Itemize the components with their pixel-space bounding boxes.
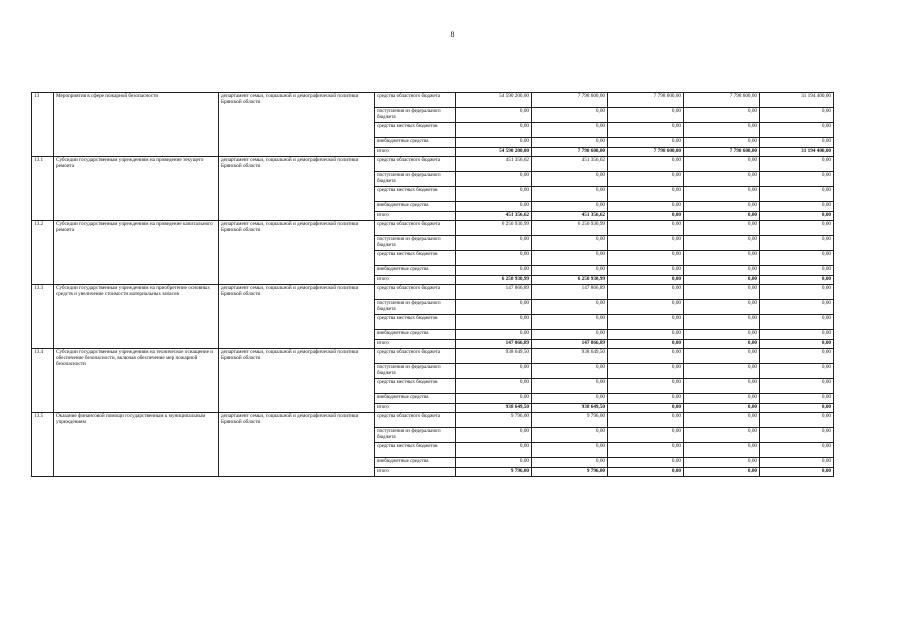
amount-cell: 0,00 [684, 314, 760, 329]
amount-cell: 0,00 [532, 363, 608, 378]
amount-cell: 0,00 [608, 393, 684, 403]
amount-cell: 0,00 [684, 378, 760, 393]
amount-cell: 0,00 [684, 220, 760, 235]
measure-name: Субсидии государственным учреждениям на проведение текущего ремонта [54, 156, 219, 220]
amount-cell: 6 250 930,99 [532, 275, 608, 284]
funding-source: внебюджетные средства [375, 138, 456, 148]
amount-cell: 0,00 [684, 284, 760, 299]
amount-cell: 0,00 [760, 442, 834, 457]
measure-name: Мероприятия в сфере пожарной безопасности [54, 93, 219, 157]
amount-cell: 0,00 [532, 329, 608, 339]
amount-cell: 6 250 930,99 [456, 275, 532, 284]
amount-cell: 147 866,89 [532, 284, 608, 299]
amount-cell: 0,00 [684, 108, 760, 123]
amount-cell: 451 356,62 [456, 211, 532, 220]
amount-cell: 0,00 [760, 427, 834, 442]
amount-cell: 0,00 [684, 329, 760, 339]
funding-source: средства областного бюджета [375, 284, 456, 299]
amount-cell: 0,00 [532, 265, 608, 275]
amount-cell: 0,00 [760, 378, 834, 393]
amount-cell: 0,00 [608, 442, 684, 457]
page-number: 8 [450, 30, 455, 39]
amount-cell: 0,00 [456, 138, 532, 148]
funding-source: средства местных бюджетов [375, 442, 456, 457]
funding-source: итого [375, 275, 456, 284]
amount-cell: 0,00 [608, 457, 684, 467]
amount-cell: 0,00 [684, 363, 760, 378]
amount-cell: 54 590 200,00 [456, 93, 532, 108]
amount-cell: 0,00 [608, 339, 684, 348]
amount-cell: 7 798 600,00 [532, 148, 608, 157]
amount-cell: 0,00 [456, 186, 532, 201]
amount-cell: 0,00 [456, 201, 532, 211]
amount-cell: 0,00 [684, 427, 760, 442]
funding-source: средства местных бюджетов [375, 314, 456, 329]
funding-source: итого [375, 148, 456, 157]
amount-cell: 0,00 [532, 427, 608, 442]
amount-cell: 0,00 [608, 156, 684, 171]
amount-cell: 147 866,89 [456, 339, 532, 348]
amount-cell: 147 866,89 [456, 284, 532, 299]
funding-source: итого [375, 403, 456, 412]
amount-cell: 54 590 200,00 [456, 148, 532, 157]
amount-cell: 0,00 [684, 393, 760, 403]
amount-cell: 0,00 [760, 363, 834, 378]
amount-cell: 451 356,62 [456, 156, 532, 171]
item-number: 13.5 [32, 412, 54, 476]
amount-cell: 6 250 930,99 [532, 220, 608, 235]
amount-cell: 0,00 [760, 171, 834, 186]
funding-source: итого [375, 339, 456, 348]
amount-cell: 0,00 [684, 457, 760, 467]
table-row [32, 284, 834, 299]
amount-cell: 0,00 [456, 442, 532, 457]
amount-cell: 7 798 600,00 [608, 93, 684, 108]
amount-cell: 0,00 [532, 186, 608, 201]
amount-cell: 0,00 [532, 138, 608, 148]
amount-cell: 7 798 600,00 [608, 148, 684, 157]
amount-cell: 0,00 [760, 393, 834, 403]
amount-cell: 938 649,50 [532, 348, 608, 363]
amount-cell: 0,00 [456, 427, 532, 442]
amount-cell: 0,00 [684, 275, 760, 284]
amount-cell: 0,00 [608, 123, 684, 138]
amount-cell: 0,00 [456, 250, 532, 265]
item-number: 13.4 [32, 348, 54, 412]
amount-cell: 0,00 [760, 156, 834, 171]
amount-cell: 0,00 [456, 123, 532, 138]
funding-source: средства областного бюджета [375, 93, 456, 108]
amount-cell: 0,00 [684, 403, 760, 412]
amount-cell: 7 798 600,00 [684, 148, 760, 157]
amount-cell: 0,00 [456, 393, 532, 403]
funding-source: поступления из федерального бюджета [375, 299, 456, 314]
executor: департамент семьи, социальной и демографической политики Брянской области [219, 220, 375, 284]
amount-cell: 0,00 [608, 467, 684, 476]
amount-cell: 0,00 [532, 108, 608, 123]
amount-cell: 6 250 930,99 [456, 220, 532, 235]
amount-cell: 0,00 [684, 138, 760, 148]
item-number: 13.2 [32, 220, 54, 284]
amount-cell: 0,00 [608, 138, 684, 148]
funding-source: внебюджетные средства [375, 393, 456, 403]
amount-cell: 0,00 [456, 314, 532, 329]
amount-cell: 451 356,62 [532, 156, 608, 171]
amount-cell: 31 194 400,00 [760, 93, 834, 108]
funding-source: итого [375, 211, 456, 220]
amount-cell: 0,00 [456, 108, 532, 123]
amount-cell: 0,00 [532, 299, 608, 314]
amount-cell: 0,00 [760, 138, 834, 148]
table-row [32, 348, 834, 363]
amount-cell: 0,00 [456, 171, 532, 186]
amount-cell: 0,00 [760, 211, 834, 220]
funding-source: внебюджетные средства [375, 329, 456, 339]
amount-cell: 0,00 [760, 220, 834, 235]
amount-cell: 0,00 [760, 235, 834, 250]
amount-cell: 0,00 [684, 250, 760, 265]
amount-cell: 0,00 [608, 329, 684, 339]
executor: департамент семьи, социальной и демографической политики Брянской области [219, 93, 375, 157]
amount-cell: 0,00 [760, 403, 834, 412]
amount-cell: 0,00 [760, 299, 834, 314]
amount-cell: 7 798 600,00 [684, 93, 760, 108]
amount-cell: 0,00 [760, 275, 834, 284]
amount-cell: 0,00 [608, 220, 684, 235]
amount-cell: 0,00 [608, 427, 684, 442]
amount-cell: 0,00 [608, 363, 684, 378]
amount-cell: 9 796,00 [456, 412, 532, 427]
amount-cell: 0,00 [684, 265, 760, 275]
funding-source: средства местных бюджетов [375, 186, 456, 201]
amount-cell: 0,00 [608, 348, 684, 363]
amount-cell: 0,00 [608, 211, 684, 220]
funding-source: поступления из федерального бюджета [375, 235, 456, 250]
amount-cell: 0,00 [532, 457, 608, 467]
amount-cell: 0,00 [684, 201, 760, 211]
amount-cell: 0,00 [456, 457, 532, 467]
table-row [32, 220, 834, 235]
amount-cell: 0,00 [532, 171, 608, 186]
amount-cell: 0,00 [760, 412, 834, 427]
item-number: 13.1 [32, 156, 54, 220]
amount-cell: 0,00 [684, 348, 760, 363]
amount-cell: 0,00 [532, 201, 608, 211]
amount-cell: 0,00 [456, 363, 532, 378]
amount-cell: 9 796,00 [456, 467, 532, 476]
amount-cell: 0,00 [608, 108, 684, 123]
amount-cell: 9 796,00 [532, 412, 608, 427]
program-funding-table [31, 92, 834, 477]
funding-source: внебюджетные средства [375, 201, 456, 211]
amount-cell: 0,00 [760, 123, 834, 138]
amount-cell: 0,00 [456, 299, 532, 314]
executor: департамент семьи, социальной и демографической политики Брянской области [219, 156, 375, 220]
executor: департамент семьи, социальной и демографической политики Брянской области [219, 284, 375, 348]
amount-cell: 0,00 [608, 275, 684, 284]
amount-cell: 0,00 [608, 378, 684, 393]
amount-cell: 0,00 [608, 403, 684, 412]
funding-source: средства местных бюджетов [375, 250, 456, 265]
amount-cell: 0,00 [532, 442, 608, 457]
amount-cell: 0,00 [760, 329, 834, 339]
amount-cell: 0,00 [608, 186, 684, 201]
funding-source: поступления из федерального бюджета [375, 363, 456, 378]
amount-cell: 451 356,62 [532, 211, 608, 220]
funding-source: поступления из федерального бюджета [375, 108, 456, 123]
amount-cell: 0,00 [608, 299, 684, 314]
amount-cell: 0,00 [608, 265, 684, 275]
amount-cell: 147 866,89 [532, 339, 608, 348]
amount-cell: 0,00 [684, 156, 760, 171]
amount-cell: 0,00 [608, 201, 684, 211]
funding-source: средства местных бюджетов [375, 378, 456, 393]
funding-source: средства местных бюджетов [375, 123, 456, 138]
amount-cell: 0,00 [608, 314, 684, 329]
amount-cell: 938 649,50 [456, 348, 532, 363]
funding-source: итого [375, 467, 456, 476]
measure-name: Субсидии государственным учреждениям на проведение капитального ремонта [54, 220, 219, 284]
amount-cell: 0,00 [456, 329, 532, 339]
amount-cell: 0,00 [684, 339, 760, 348]
table-row [32, 412, 834, 427]
executor: департамент семьи, социальной и демографической политики Брянской области [219, 348, 375, 412]
executor: департамент семьи, социальной и демографической политики Брянской области [219, 412, 375, 476]
item-number: 13 [32, 93, 54, 157]
amount-cell: 9 796,00 [532, 467, 608, 476]
amount-cell: 0,00 [760, 339, 834, 348]
amount-cell: 0,00 [760, 108, 834, 123]
amount-cell: 0,00 [760, 186, 834, 201]
amount-cell: 0,00 [760, 348, 834, 363]
measure-name: Субсидии государственным учреждениям на приобретение основных средств и увеличение стоимости материальных запасов [54, 284, 219, 348]
amount-cell: 7 798 600,00 [532, 93, 608, 108]
funding-source: поступления из федерального бюджета [375, 171, 456, 186]
funding-source: внебюджетные средства [375, 265, 456, 275]
amount-cell: 0,00 [532, 393, 608, 403]
funding-source: средства областного бюджета [375, 412, 456, 427]
table-row [32, 93, 834, 108]
amount-cell: 31 194 400,00 [760, 148, 834, 157]
amount-cell: 0,00 [684, 412, 760, 427]
amount-cell: 0,00 [608, 284, 684, 299]
item-number: 13.3 [32, 284, 54, 348]
amount-cell: 0,00 [684, 442, 760, 457]
amount-cell: 0,00 [684, 186, 760, 201]
amount-cell: 0,00 [760, 201, 834, 211]
amount-cell: 0,00 [684, 467, 760, 476]
amount-cell: 0,00 [608, 235, 684, 250]
funding-source: внебюджетные средства [375, 457, 456, 467]
amount-cell: 0,00 [532, 123, 608, 138]
amount-cell: 0,00 [760, 250, 834, 265]
amount-cell: 0,00 [532, 314, 608, 329]
funding-source: средства областного бюджета [375, 156, 456, 171]
amount-cell: 938 649,50 [456, 403, 532, 412]
amount-cell: 0,00 [608, 171, 684, 186]
table-row [32, 156, 834, 171]
amount-cell: 0,00 [456, 378, 532, 393]
measure-name: Оказание финансовой помощи государственным к муниципальным учреждениям [54, 412, 219, 476]
amount-cell: 0,00 [608, 250, 684, 265]
amount-cell: 0,00 [456, 235, 532, 250]
amount-cell: 0,00 [684, 123, 760, 138]
amount-cell: 0,00 [532, 250, 608, 265]
amount-cell: 0,00 [684, 211, 760, 220]
amount-cell: 0,00 [456, 265, 532, 275]
amount-cell: 0,00 [532, 235, 608, 250]
measure-name: Субсидии государственным учреждениям на техническое оснащение и обеспечение безопасности, включая обеспечение мер пожарной безопасности [54, 348, 219, 412]
amount-cell: 0,00 [684, 171, 760, 186]
funding-source: поступления из федерального бюджета [375, 427, 456, 442]
amount-cell: 0,00 [684, 235, 760, 250]
amount-cell: 0,00 [760, 314, 834, 329]
amount-cell: 0,00 [684, 299, 760, 314]
amount-cell: 0,00 [760, 467, 834, 476]
amount-cell: 938 649,50 [532, 403, 608, 412]
amount-cell: 0,00 [760, 457, 834, 467]
amount-cell: 0,00 [532, 378, 608, 393]
amount-cell: 0,00 [608, 412, 684, 427]
funding-source: средства областного бюджета [375, 220, 456, 235]
amount-cell: 0,00 [760, 265, 834, 275]
amount-cell: 0,00 [760, 284, 834, 299]
funding-source: средства областного бюджета [375, 348, 456, 363]
